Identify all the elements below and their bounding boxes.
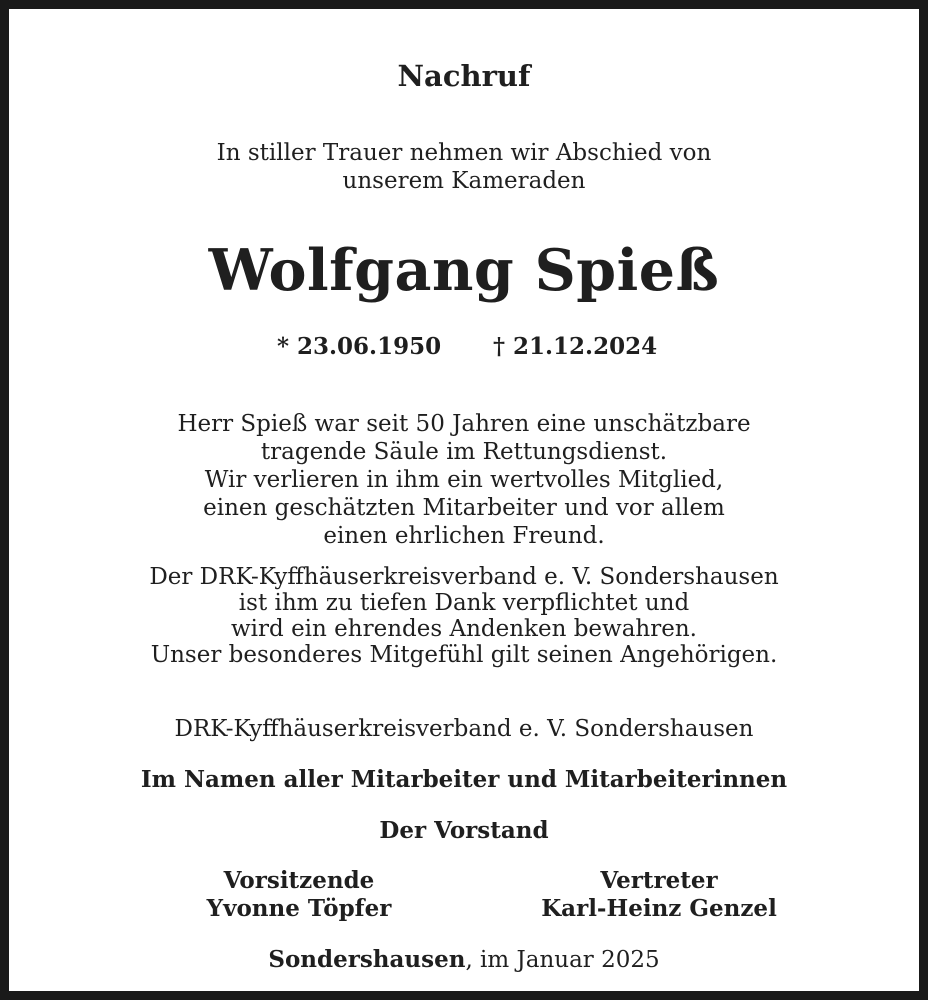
birth-date: * 23.06.1950 xyxy=(277,333,442,360)
signatory-role: Vorsitzende xyxy=(223,867,375,894)
tribute-line: Wir verlieren in ihm ein wertvolles Mitglied, xyxy=(204,467,724,493)
intro-line: In stiller Trauer nehmen wir Abschied von xyxy=(216,140,712,166)
notice-heading: Nachruf xyxy=(397,59,531,93)
board-label: Der Vorstand xyxy=(379,817,549,844)
intro-text xyxy=(9,139,919,195)
death-date: † 21.12.2024 xyxy=(493,333,658,360)
gratitude-paragraph xyxy=(9,564,919,668)
signatory-name: Karl-Heinz Genzel xyxy=(541,895,777,922)
gratitude-line: Unser besonderes Mitgefühl gilt seinen Angehörigen. xyxy=(150,642,778,668)
signatory-name: Yvonne Töpfer xyxy=(206,895,392,922)
tribute-line: Herr Spieß war seit 50 Jahren eine unschätzbare xyxy=(177,411,751,437)
tribute-line: tragende Säule im Rettungsdienst. xyxy=(260,439,668,465)
gratitude-line: ist ihm zu tiefen Dank verpflichtet und xyxy=(238,590,690,616)
on-behalf-line: Im Namen aller Mitarbeiter und Mitarbeiterinnen xyxy=(140,766,788,793)
tribute-paragraph xyxy=(9,410,919,550)
place-name: Sondershausen xyxy=(268,946,466,973)
intro-line: unserem Kameraden xyxy=(342,168,586,194)
gratitude-line: wird ein ehrendes Andenken bewahren. xyxy=(231,616,697,642)
signatory-deputy xyxy=(509,867,809,923)
place-date-line xyxy=(9,946,919,973)
issue-date: , im Januar 2025 xyxy=(465,947,660,973)
gratitude-line: Der DRK-Kyffhäuserkreisverband e. V. Sondershausen xyxy=(149,564,779,590)
organization-name: DRK-Kyffhäuserkreisverband e. V. Sondershausen xyxy=(174,716,754,742)
signatory-role: Vertreter xyxy=(600,867,718,894)
signatory-chair xyxy=(159,867,439,923)
deceased-name: Wolfgang Spieß xyxy=(208,237,720,304)
tribute-line: einen ehrlichen Freund. xyxy=(323,523,605,549)
tribute-line: einen geschätzten Mitarbeiter und vor allem xyxy=(203,495,725,521)
